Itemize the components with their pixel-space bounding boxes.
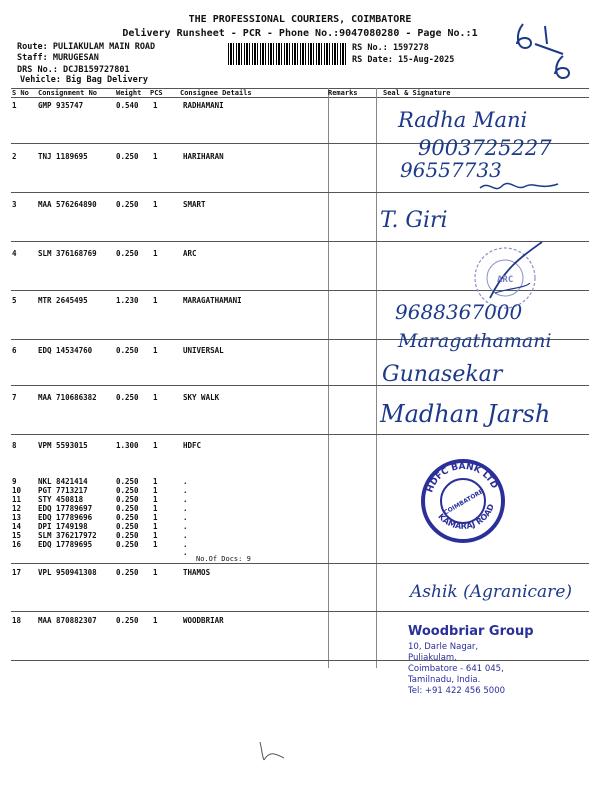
docs-count-note: No.Of Docs: 9 xyxy=(196,555,251,563)
row-pcs: 1 xyxy=(153,486,158,495)
row-consignee: . xyxy=(183,504,188,513)
col-consignee: Consignee Details xyxy=(180,89,252,97)
row-consignment-no: EDQ 17789695 xyxy=(38,540,93,549)
row-weight: 0.250 xyxy=(116,249,139,258)
row-sno: 9 xyxy=(12,477,17,486)
svg-text:HDFC BANK LTD xyxy=(425,462,499,494)
row-pcs: 1 xyxy=(153,296,158,305)
row-weight: 0.250 xyxy=(116,152,139,161)
row-consignment-no: DPI 1749198 xyxy=(38,522,88,531)
row-consignee: THAMOS xyxy=(183,568,211,577)
rs-number: RS No.: 1597278 xyxy=(352,43,429,53)
row-sno: 6 xyxy=(12,346,17,355)
row-weight: 1.300 xyxy=(116,441,139,450)
rs-date: RS Date: 15-Aug-2025 xyxy=(352,55,455,65)
row-consignment-no: MAA 576264890 xyxy=(38,200,97,209)
page-number-handwriting xyxy=(505,14,585,84)
row-consignee: RADHAMANI xyxy=(183,101,224,110)
hdfc-bank-stamp xyxy=(418,456,508,546)
row-consignee: HARIHARAN xyxy=(183,152,224,161)
row-pcs: 1 xyxy=(153,393,158,402)
row-sno: 11 xyxy=(12,495,22,504)
row-sno: 14 xyxy=(12,522,22,531)
signature-sky-walk: Madhan Jarsh xyxy=(380,400,551,428)
row-sno: 18 xyxy=(12,616,22,625)
row-consignee: HDFC xyxy=(183,441,202,450)
col-seal-signature: Seal & Signature xyxy=(383,89,451,97)
row-consignee: MARAGATHAMANI xyxy=(183,296,242,305)
col-consignment: Consignment No xyxy=(38,89,98,97)
hdfc-ring-text: HDFC BANK LTD xyxy=(425,461,500,495)
signature-hariharan xyxy=(480,176,560,196)
col-weight: Weight xyxy=(116,89,142,97)
row-consignee: UNIVERSAL xyxy=(183,346,224,355)
row-weight: 0.250 xyxy=(116,616,139,625)
row-sno: 17 xyxy=(12,568,22,577)
table-top-border xyxy=(11,88,589,89)
row-separator xyxy=(11,563,589,564)
hdfc-road-text: KAMARAJ ROAD xyxy=(436,502,496,531)
row-sno: 12 xyxy=(12,504,22,513)
signature-thamos: Ashik (Agranicare) xyxy=(410,582,573,602)
row-consignment-no: MAA 710686382 xyxy=(38,393,97,402)
svg-text:KAMARAJ ROAD xyxy=(436,502,496,531)
row-consignee: WOODBRIAR xyxy=(183,616,224,625)
row-weight: 0.250 xyxy=(116,504,139,513)
row-sno: 10 xyxy=(12,486,22,495)
row-consignment-no: VPL 950941308 xyxy=(38,568,97,577)
remarks-divider xyxy=(328,88,329,668)
row-sno: 3 xyxy=(12,200,17,209)
barcode xyxy=(228,43,346,65)
row-pcs: 1 xyxy=(153,200,158,209)
row-weight: 0.250 xyxy=(116,513,139,522)
row-sno: 4 xyxy=(12,249,17,258)
row-weight: 0.250 xyxy=(116,522,139,531)
row-sno: 13 xyxy=(12,513,22,522)
row-consignee: . xyxy=(183,477,188,486)
row-pcs: 1 xyxy=(153,531,158,540)
drs-number: DRS No.: DCJB159727801 xyxy=(17,65,130,75)
handwritten-phone-5: 9688367000 xyxy=(395,300,523,324)
row-consignee: . xyxy=(183,495,188,504)
row-consignee: ARC xyxy=(183,249,197,258)
arc-stamp-text: ARC xyxy=(497,275,514,285)
signature-divider xyxy=(376,88,377,668)
row-weight: 0.250 xyxy=(116,495,139,504)
row-pcs: 1 xyxy=(153,249,158,258)
woodbriar-address-line: Coimbatore - 641 045, xyxy=(408,664,504,674)
route-label: Route: PULIAKULAM MAIN ROAD xyxy=(17,42,156,52)
row-consignee: . xyxy=(183,540,188,549)
row-consignee: . xyxy=(183,522,188,531)
row-pcs: 1 xyxy=(153,568,158,577)
signature-universal: Gunasekar xyxy=(382,362,503,387)
row-sno: 16 xyxy=(12,540,22,549)
row-weight: 0.250 xyxy=(116,568,139,577)
row-weight: 0.250 xyxy=(116,531,139,540)
row-pcs: 1 xyxy=(153,504,158,513)
row-weight: 0.250 xyxy=(116,200,139,209)
row-sno: 1 xyxy=(12,101,17,110)
row-weight: 0.250 xyxy=(116,540,139,549)
row-consignee: . xyxy=(183,486,188,495)
row-consignment-no: NKL 8421414 xyxy=(38,477,88,486)
row-pcs: 1 xyxy=(153,540,158,549)
row-consignment-no: EDQ 14534760 xyxy=(38,346,93,355)
handwritten-phone-1: 9003725227 xyxy=(418,136,552,160)
handwritten-phone-2: 96557733 xyxy=(400,158,502,182)
row-consignment-no: EDQ 17789696 xyxy=(38,513,93,522)
row-consignment-no: MTR 2645495 xyxy=(38,296,88,305)
col-remarks: Remarks xyxy=(328,89,358,97)
signature-radhamani: Radha Mani xyxy=(398,108,528,132)
row-consignment-no: SLM 376217972 xyxy=(38,531,97,540)
row-consignment-no: EDQ 17789697 xyxy=(38,504,93,513)
header-bottom-border xyxy=(11,97,589,98)
row-consignment-no: MAA 870882307 xyxy=(38,616,97,625)
row-weight: 0.250 xyxy=(116,346,139,355)
row-weight: 0.250 xyxy=(116,477,139,486)
row-separator xyxy=(11,611,589,612)
woodbriar-address-line: Tel: +91 422 456 5000 xyxy=(408,686,506,696)
row-consignment-no: TNJ 1189695 xyxy=(38,152,88,161)
pen-mark xyxy=(258,740,288,762)
row-weight: 0.250 xyxy=(116,393,139,402)
row-consignee: . xyxy=(183,513,188,522)
row-weight: 0.540 xyxy=(116,101,139,110)
row-sno: 8 xyxy=(12,441,17,450)
row-pcs: 1 xyxy=(153,495,158,504)
staff-label: Staff: MURUGESAN xyxy=(17,53,99,63)
row-pcs: 1 xyxy=(153,346,158,355)
row-sno: 2 xyxy=(12,152,17,161)
row-sno: 7 xyxy=(12,393,17,402)
row-pcs: 1 xyxy=(153,101,158,110)
hdfc-center-text: COIMBATORE xyxy=(442,488,485,517)
signature-maragathamani: Maragathamani xyxy=(398,330,552,352)
row-sno: 15 xyxy=(12,531,22,540)
row-consignee: SMART xyxy=(183,200,206,209)
runsheet-subtitle: Delivery Runsheet - PCR - Phone No.:9047080280 - Page No.:1 xyxy=(122,28,478,39)
woodbriar-address-line: 10, Darle Nagar, xyxy=(408,642,479,652)
row-pcs: 1 xyxy=(153,616,158,625)
woodbriar-stamp-address xyxy=(408,642,505,697)
row-weight: 0.250 xyxy=(116,486,139,495)
signature-smart: T. Giri xyxy=(380,208,448,233)
row-consignment-no: VPM 5593015 xyxy=(38,441,88,450)
row-pcs: 1 xyxy=(153,522,158,531)
row-weight: 1.230 xyxy=(116,296,139,305)
group-dot: . xyxy=(183,548,188,557)
row-pcs: 1 xyxy=(153,441,158,450)
row-consignee: . xyxy=(183,531,188,540)
row-pcs: 1 xyxy=(153,477,158,486)
row-separator xyxy=(11,434,589,435)
woodbriar-stamp-name: Woodbriar Group xyxy=(408,624,534,639)
row-consignment-no: SLM 376168769 xyxy=(38,249,97,258)
row-sno: 5 xyxy=(12,296,17,305)
vehicle-label: Vehicle: Big Bag Delivery xyxy=(20,75,148,85)
row-pcs: 1 xyxy=(153,152,158,161)
col-sno: S No xyxy=(12,89,29,97)
row-consignment-no: STY 450818 xyxy=(38,495,84,504)
row-pcs: 1 xyxy=(153,513,158,522)
company-title: THE PROFESSIONAL COURIERS, COIMBATORE xyxy=(188,14,412,25)
woodbriar-address-line: Tamilnadu, India. xyxy=(408,675,481,685)
col-pcs: PCS xyxy=(150,89,163,97)
row-consignment-no: GMP 935747 xyxy=(38,101,84,110)
row-consignment-no: PGT 7713217 xyxy=(38,486,88,495)
woodbriar-address-line: Puliakulam, xyxy=(408,653,457,663)
row-consignee: SKY WALK xyxy=(183,393,220,402)
